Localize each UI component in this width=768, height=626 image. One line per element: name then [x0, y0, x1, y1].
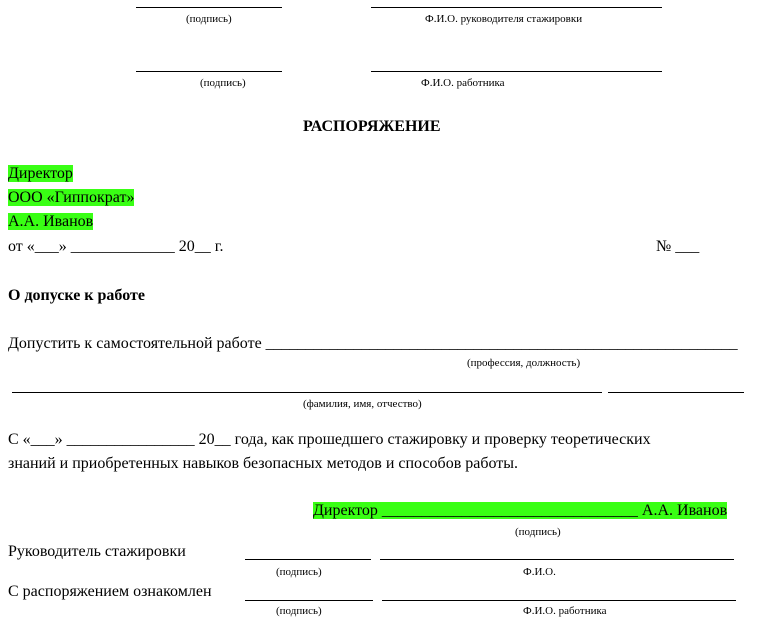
caption-acknowledged-signature: (подпись)	[276, 605, 322, 617]
issuer-company	[8, 188, 134, 208]
document-title: РАСПОРЯЖЕНИЕ	[303, 118, 441, 135]
body-line-1: С «___» ________________ 20__ года, как прошедшего стажировку и проверку теоретических	[8, 431, 651, 448]
acknowledged-signature-line	[245, 600, 373, 601]
caption-fullname: (фамилия, имя, отчество)	[303, 398, 422, 410]
director-position: Директор	[313, 502, 378, 519]
supervisor-signature-line	[245, 559, 371, 560]
supervisor-name-line	[380, 559, 734, 560]
issuer-position	[8, 164, 73, 184]
body-line-2: знаний и приобретенных навыков безопасных методов и способов работы.	[8, 455, 519, 472]
director-signature-highlight	[313, 502, 727, 519]
supervisor-label: Руководитель стажировки	[8, 543, 186, 560]
name-line-top-2	[371, 71, 662, 72]
caption-signature-top-1: (подпись)	[186, 13, 232, 25]
caption-employee-name-top: Ф.И.О. работника	[421, 77, 505, 89]
caption-acknowledged-name: Ф.И.О. работника	[523, 605, 607, 617]
extra-line	[608, 392, 744, 393]
issuer-name	[8, 212, 93, 232]
caption-director-signature: (подпись)	[515, 526, 561, 538]
director-sign-line: ________________________________	[381, 502, 638, 519]
issuer-position-text: Директор	[8, 165, 73, 182]
signature-line-top-2	[136, 71, 282, 72]
acknowledged-name-line	[382, 600, 736, 601]
admit-text: Допустить к самостоятельной работе ___________________________________________________________	[8, 335, 738, 352]
caption-supervisor-name-top: Ф.И.О. руководителя стажировки	[425, 13, 583, 25]
issuer-company-text: ООО «Гиппократ»	[8, 189, 135, 206]
order-number: № ___	[656, 238, 700, 255]
caption-supervisor-name: Ф.И.О.	[523, 566, 556, 578]
director-signature	[313, 501, 727, 521]
fullname-line	[12, 392, 602, 393]
signature-line-top-1	[136, 7, 282, 8]
order-date: от «___» _____________ 20__ г.	[8, 238, 224, 255]
director-name: А.А. Иванов	[641, 502, 728, 519]
acknowledged-label: С распоряжением ознакомлен	[8, 583, 212, 600]
caption-supervisor-signature: (подпись)	[276, 566, 322, 578]
caption-signature-top-2: (подпись)	[200, 77, 246, 89]
caption-profession: (профессия, должность)	[467, 357, 581, 369]
order-subject: О допуске к работе	[8, 287, 145, 304]
issuer-name-text: А.А. Иванов	[8, 213, 94, 230]
name-line-top-1	[371, 7, 662, 8]
